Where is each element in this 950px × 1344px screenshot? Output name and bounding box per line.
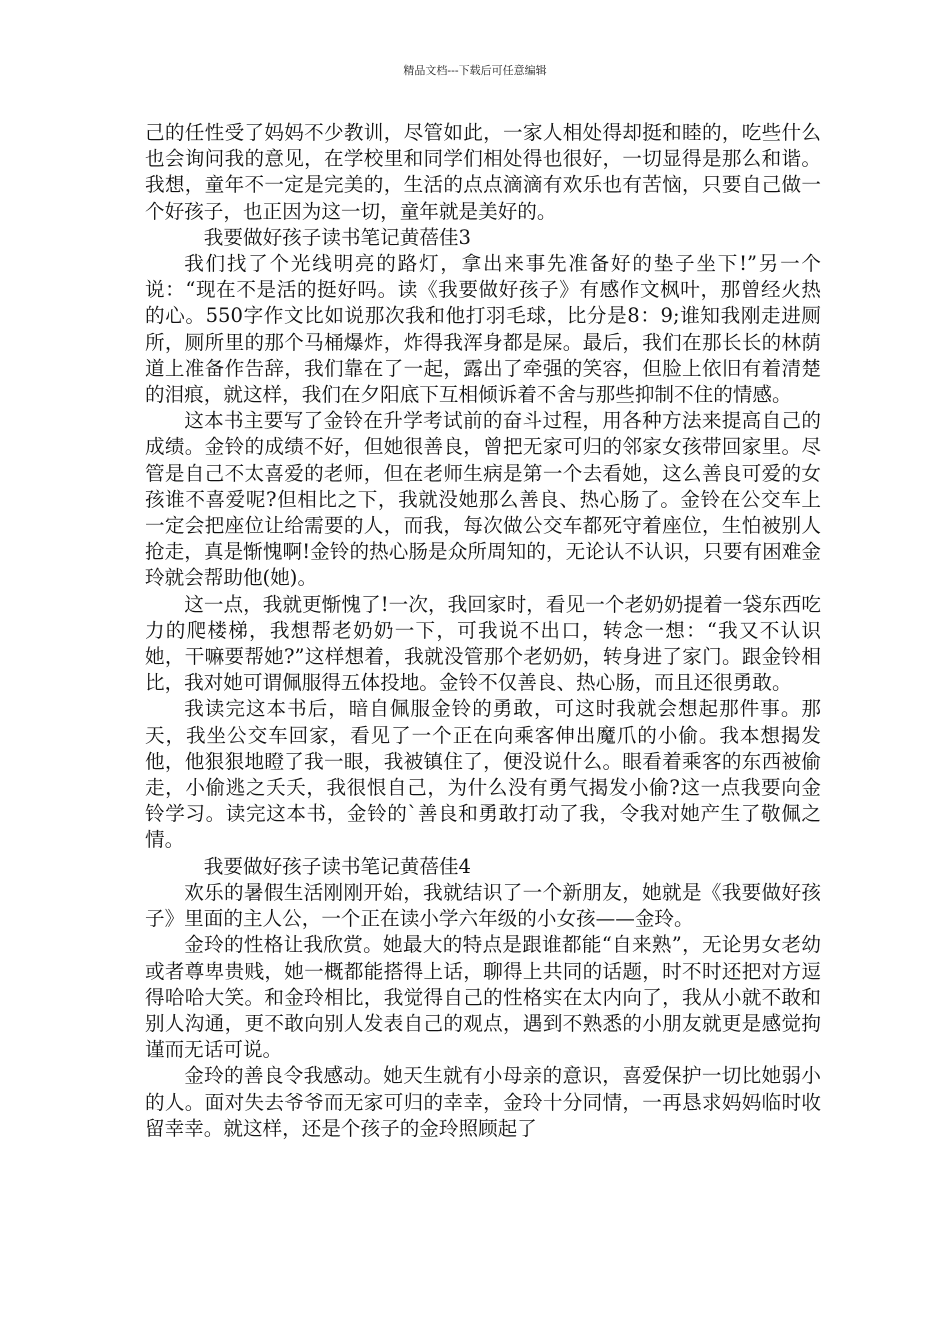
- paragraph: 我们找了个光线明亮的路灯，拿出来事先准备好的垫子坐下!”另一个说：“现在不是活的挺好吗。读《我要做好孩子》有感作文枫叶，那曾经火热的心。550字作文比如说那次我和他打羽毛球，比分是8：9;谁知我刚走进厕所，厕所里的那个马桶爆炸，炸得我浑身都是屎。最后，我们在那长长的林荫道上准备作告辞，我们靠在了一起，露出了牵强的笑容，但脸上依旧有着清楚的泪痕，就这样，我们在夕阳底下互相倾诉着不舍与那些抑制不住的情感。: [145, 252, 821, 407]
- paragraph: 这本书主要写了金铃在升学考试前的奋斗过程，用各种方法来提高自己的成绩。金铃的成绩不好，但她很善良，曾把无家可归的邻家女孩带回家里。尽管是自己不太喜爱的老师，但在老师生病是第一个去看她，这么善良可爱的女孩谁不喜爱呢?但相比之下，我就没她那么善良、热心肠了。金铃在公交车上一定会把座位让给需要的人，而我，每次做公交车都死守着座位，生怕被别人抢走，真是惭愧啊!金铃的热心肠是众所周知的，无论认不认识，只要有困难金玲就会帮助他(她)。: [145, 409, 821, 590]
- paragraph-continued: 己的任性受了妈妈不少教训，尽管如此，一家人相处得却挺和睦的，吃些什么也会询问我的意见，在学校里和同学们相处得也很好，一切显得是那么和谐。我想，童年不一定是完美的，生活的点点滴滴有欢乐也有苦恼，只要自己做一个好孩子，也正因为这一切，童年就是美好的。: [145, 121, 821, 223]
- page-header: 精品文档---下载后可任意编辑: [403, 64, 547, 77]
- paragraph: 我读完这本书后，暗自佩服金铃的勇敢，可这时我就会想起那件事。那天，我坐公交车回家，看见了一个正在向乘客伸出魔爪的小偷。我本想揭发他，他狠狠地瞪了我一眼，我被镇住了，便没说什么。眼看着乘客的东西被偷走，小偷逃之夭夭，我很恨自己，为什么没有勇气揭发小偷?这一点我要向金铃学习。读完这本书，金铃的`善良和勇敢打动了我，令我对她产生了敬佩之情。: [145, 697, 821, 852]
- section-title-4: 我要做好孩子读书笔记黄蓓佳4: [203, 854, 471, 878]
- document-body: [145, 120, 821, 1142]
- paragraph: 这一点，我就更惭愧了!一次，我回家时，看见一个老奶奶提着一袋东西吃力的爬楼梯，我想帮老奶奶一下，可我说不出口，转念一想：“我又不认识她，干嘛要帮她?”这样想着，我就没管那个老奶奶，转身进了家门。跟金铃相比，我对她可谓佩服得五体投地。金铃不仅善良、热心肠，而且还很勇敢。: [145, 592, 821, 695]
- paragraph: 金玲的性格让我欣赏。她最大的特点是跟谁都能“自来熟”，无论男女老幼或者尊卑贵贱，她一概都能搭得上话，聊得上共同的话题，时不时还把对方逗得哈哈大笑。和金玲相比，我觉得自己的性格实在太内向了，我从小就不敢和别人沟通，更不敢向别人发表自己的观点，遇到不熟悉的小朋友就更是感觉拘谨而无话可说。: [145, 933, 821, 1062]
- section-title-3: 我要做好孩子读书笔记黄蓓佳3: [203, 225, 471, 249]
- paragraph: 欢乐的暑假生活刚刚开始，我就结识了一个新朋友，她就是《我要做好孩子》里面的主人公，一个正在读小学六年级的小女孩——金玲。: [145, 880, 821, 931]
- paragraph: 金玲的善良令我感动。她天生就有小母亲的意识，喜爱保护一切比她弱小的人。面对失去爷爷而无家可归的幸幸，金玲十分同情，一再恳求妈妈临时收留幸幸。就这样，还是个孩子的金玲照顾起了: [145, 1064, 821, 1140]
